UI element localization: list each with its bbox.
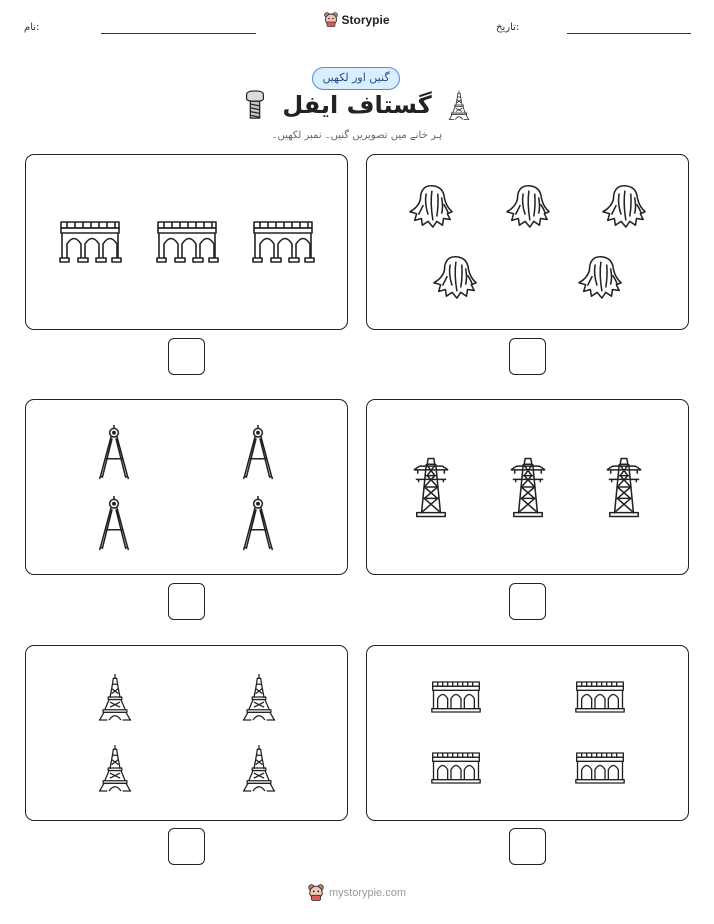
answer-box-5[interactable] [509, 828, 546, 865]
footer-url[interactable]: mystorypie.com [328, 886, 407, 899]
drawing-compass-icon [240, 495, 276, 551]
page-title: گستاف ایفل [282, 91, 432, 119]
date-label: تاریخ: [496, 22, 520, 33]
bridge-arches-icon [575, 751, 625, 785]
title-row [0, 90, 714, 124]
answer-box-1[interactable] [509, 338, 546, 375]
card-eiffel-towers [25, 645, 348, 821]
card-ghosts [366, 154, 689, 330]
eiffel-tower-icon [242, 672, 276, 722]
card-bridges [366, 645, 689, 821]
bear-logo-icon [324, 12, 338, 27]
aqueduct-icon [155, 220, 219, 264]
drawing-compass-icon [240, 424, 276, 480]
eiffel-tower-icon [98, 743, 132, 793]
brand-name: Storypie [341, 12, 390, 27]
card-compasses [25, 399, 348, 575]
eiffel-tower-icon [98, 672, 132, 722]
ghost-icon [600, 182, 648, 230]
answer-box-6[interactable] [168, 828, 205, 865]
eiffel-tower-icon [242, 743, 276, 793]
power-pylon-icon [605, 456, 643, 518]
date-line [567, 33, 691, 34]
count-and-write-badge: گنیں اور لکھیں [312, 67, 400, 90]
ghost-icon [431, 253, 479, 301]
ghost-icon [576, 253, 624, 301]
card-pylons [366, 399, 689, 575]
answer-box-3[interactable] [509, 583, 546, 620]
ghost-icon [407, 182, 455, 230]
name-label: نام: [24, 22, 40, 33]
answer-box-2[interactable] [168, 338, 205, 375]
aqueduct-icon [58, 220, 122, 264]
power-pylon-icon [509, 456, 547, 518]
bridge-arches-icon [431, 680, 481, 714]
card-aqueducts [25, 154, 348, 330]
bridge-arches-icon [575, 680, 625, 714]
drawing-compass-icon [96, 424, 132, 480]
footer [0, 884, 714, 905]
bolt-icon [244, 90, 266, 120]
ghost-icon [504, 182, 552, 230]
answer-box-4[interactable] [168, 583, 205, 620]
name-line [101, 33, 256, 34]
eiffel-tower-icon [448, 90, 470, 120]
brand-header [0, 12, 714, 31]
power-pylon-icon [412, 456, 450, 518]
aqueduct-icon [251, 220, 315, 264]
drawing-compass-icon [96, 495, 132, 551]
bear-logo-icon [308, 884, 324, 901]
bridge-arches-icon [431, 751, 481, 785]
instruction-text: ہر خانے میں تصویریں گنیں۔ نمبر لکھیں۔ [271, 130, 443, 141]
